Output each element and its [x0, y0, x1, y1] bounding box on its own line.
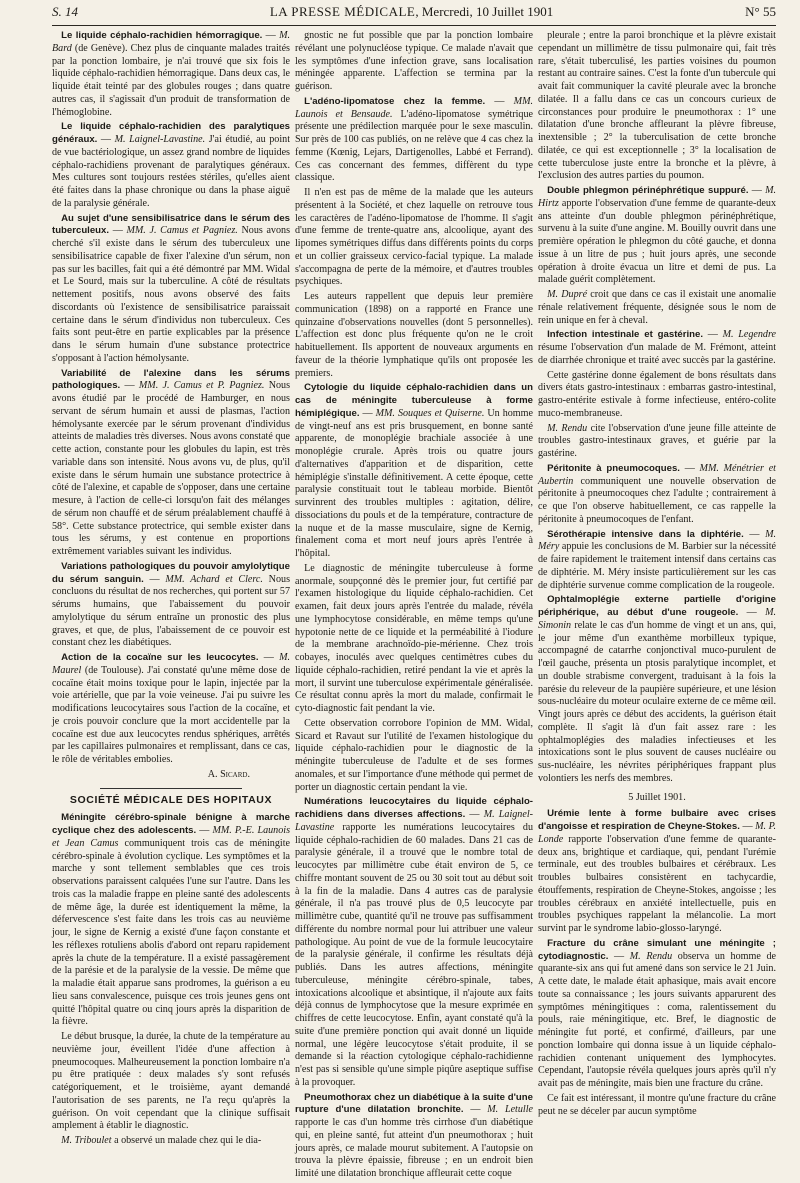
- article-heading: Ophtalmoplégie externe partielle d'origine périphérique, au début d'une rougeole.: [538, 594, 776, 618]
- article-paragraph: Pneumothorax chez un diabétique à la suite d'une rupture d'une dilatation bronchite. — M. Letulle rapporte le cas d'un homme très cirrhose d'un diabétique qui, en pleine santé, fut atteint d'un pneumothorax ; huit jours après, ce malade mourut subitement. A l'autopsie on trouva la plèvre épaissie, fibreuse ; en un endroit bien limité une dilatation bronchique affleurait cette coque: [295, 1091, 533, 1179]
- article-paragraph: Variabilité de l'alexine dans les sérums pathologiques. — MM. J. Camus et P. Pagniez. Nous avons étudié par le procédé de Hamburger, en nous servant de sérum humain et aussi de plasmas, l'action hémolysante exercée par le sérum provenant d'individus atteints de maladies très diverses. Nous avons constaté que cette action, constante pour les globules du lapin, est très variable dans son intensité. Nous avons vu, de plus, qu'il existe dans le sérum humain une substance protectrice à côté de l'alexine, et capable de s'opposer, dans une certaine mesure, à l'action de celle-ci lorsqu'on fait des mélanges de sérum non chauffé et de sérum préalablement chauffé à 58°. Cette substance protectrice, qui semble exister dans tous les sérums, y est contenue en proportions extrêmement variables suivant les individus.: [52, 367, 290, 557]
- article-paragraph: Cytologie du liquide céphalo-rachidien dans un cas de méningite tuberculeuse à forme hémiplégique. — MM. Souques et Quiserne. Un homme de vingt-neuf ans est pris brusquement, en bonne santé apparente, de monoplégie brachiale associée à une monoplégie crurale. Après trois ou quatre jours d'alternatives d'apparition et de disparition, cette hémiplégie s'installe définitivement. A cette époque, cette paralysie constituait tout le tableau morbide. Bientôt survinrent des troubles multiples : agitation, délire, dissociations du pouls et de la température, contracture de la nuque et de la masse musculaire, signe de Kernig, finalement coma et mort neuf jours après l'entrée à l'hôpital.: [295, 382, 533, 559]
- article-text: a observé un malade chez qui le dia-: [111, 1135, 262, 1146]
- article-paragraph: Infection intestinale et gastérine. — M. Legendre résume l'observation d'un malade de M. Frémont, atteint de diarrhée chronique et traité avec succès par la gastérine.: [538, 329, 776, 366]
- issue-date: Mercredi, 10 Juillet 1901: [421, 4, 554, 19]
- article-paragraph: Variations pathologiques du pouvoir amylolytique du sérum sanguin. — MM. Achard et Clerc. Nous concluons du résultat de nos recherches, qui portent sur 57 sérums humains, que l'abaissement du pouvoir amylolytique du sérum entraîne un pronostic des plus graves, et que, de plus, l'abaissement de ce pouvoir est constant chez les diabétiques.: [52, 560, 290, 649]
- col3b-articles: [538, 808, 776, 1118]
- article-paragraph: Péritonite à pneumocoques. — MM. Ménétrier et Aubertin communiquent une nouvelle observation de péritonite à pneumocoques chez l'adulte ; contrairement à ce que l'on observe habituellement, ce cas rappelle la péritonite à pneumocoques de l'enfant.: [538, 462, 776, 525]
- journal-title: LA PRESSE MÉDICALE: [269, 4, 416, 19]
- article-text: communiquent une nouvelle observation de péritonite à pneumocoques chez l'adulte ; contrairement à ce que l'on observe habituellement, ce cas rappelle la péritonite à pneumocoques de l'enfant.: [538, 475, 776, 525]
- section-rule: [100, 788, 243, 789]
- article-paragraph: [52, 1031, 290, 1133]
- article-paragraph: Double phlegmon périnéphrétique suppuré. — M. Hirtz apporte l'observation d'une femme de quarante-deux ans atteinte d'un double phlegmon périnéphrétique, survenu à la suite d'une angine. M. Bouilly ouvrit dans une première opération le phlegmon du côté gauche, et donna issue à un litre de pus ; huit jours après, une seconde opération à droite évacua un litre et demi de pus. La malade guérit complètement.: [538, 185, 776, 286]
- article-text: Ce fait est intéressant, il montre qu'une fracture du crâne peut ne se déceler par aucun symptôme: [538, 1092, 776, 1117]
- article-paragraph: [538, 1093, 776, 1119]
- article-text: J'ai étudié, au point de vue bactériologique, un assez grand nombre de liquides céphalo-rachidiens provenant de paralytiques généraux. Mes cultures sont toujours restées stériles, qu'elles aient été faites dans la phase chronique ou dans la phase aiguë de la paralysie générale.: [52, 134, 291, 209]
- journal-title-line: LA PRESSE MÉDICALE, Mercredi, 10 Juillet 1901: [269, 4, 554, 19]
- article-heading: Pneumothorax chez un diabétique à la suite d'une rupture d'une dilatation bronchite.: [295, 1091, 533, 1116]
- article-author: M. Rendu: [547, 422, 588, 434]
- article-paragraph: Méningite cérébro-spinale bénigne à marche cyclique chez des adolescents. — MM. P.-E. Launois et Jean Camus communiquent trois cas de méningite cérébro-spinale à évolution cyclique. Les symptômes et la marche y sont tellement semblables que ces trois observations paraissent calquées l'une sur l'autre. Dans les trois cas la maladie frappe en pleine santé des adolescents de même âge, la durée est identiquement la même, la défervescence s'est faite dans les trois cas au neuvième jour, le signe de Kernig a existé d'une façon constante et les réflexes rotuliens abolis d'abord ont reparu rapidement après la chute de la température. Il a existé passagèrement de la parésie et de la paralysie de la vessie. De même que la maladie était apparue sans prodromes, la guérison a eu lieu sans convalescence, puisque ces trois jeunes gens ont quitté l'hôpital quatre ou cinq jours après la disparition de la fièvre.: [52, 812, 291, 1028]
- article-text: L'adéno-lipomatose symétrique présente une prédilection marquée pour le sexe masculin. Sur près de 100 cas publiés, on ne relève que 4 cas chez la femme (Kœnig, Lejars, Dartigenolles, Labbé et Ferrand). Ces cas concernant des femmes, diffèrent du type classique.: [295, 108, 533, 184]
- header-rule: [52, 25, 776, 26]
- article-text: relate le cas d'un homme de vingt et un ans, qui, le jour même d'un exanthème morbilleux typique, accompagné de catarrhe conjonctival muco-purulent de l'œil gauche, présenta un ptosis paralytique incomplet, et un double strabisme convergent, traduisant à la fois la parésie du releveur de la paupière supérieure, et une lésion sous-nucléaire du moteur oculaire externe de ce même œil. Vingt jours après ce début des accidents, la guérison était complète. Il s'agit là d'un fait assez rare : les ophtalmoplégies des maladies infectieuses et les intoxications sont le plus souvent de causes nucléaire ou sus-nucléaire, les névrites périphériques frappant plus volontiers les nerfs des membres.: [538, 619, 776, 784]
- article-author: M. P. Londe: [538, 821, 776, 845]
- article-heading: Double phlegmon périnéphrétique suppuré.: [547, 185, 749, 196]
- article-text: (de Toulouse). J'ai constaté qu'une même dose de cocaïne était moins toxique pour le lapin, injectée par la voie artérielle, que par la voie veineuse. J'ai pu suivre les modifications leucocytaires sous l'action de la cocaïne, et je crois pouvoir conclure que la mort accidentelle par la cocaïne est due aux leucocytes rendus sphériques, arrêtés par les capillaires pulmonaires et remplissant, dans ce cas, le rôle de véritables embolies.: [52, 664, 290, 765]
- article-text: communiquent trois cas de méningite cérébro-spinale à évolution cyclique. Les symptômes et la marche y sont tellement semblables que ces trois observations paraissent calquées l'une sur l'autre. Dans les trois cas la maladie frappe en pleine santé des adolescents de même âge, la durée est identiquement la même, la défervescence s'est faite dans les trois cas au neuvième jour, le signe de Kernig a existé d'une façon constante et les réflexes rotuliens abolis d'abord ont reparu rapidement après la chute de la température. Il a existé passagèrement de la parésie et de la paralysie de la vessie. De même que la maladie était apparue sans prodromes, la guérison a eu lieu sans convalescence, puisque ces trois jeunes gens ont quitté l'hôpital quatre ou cinq jours après la disparition de la fièvre.: [52, 837, 290, 1028]
- article-paragraph: Action de la cocaïne sur les leucocytes. — M. Maurel (de Toulouse). J'ai constaté qu'une même dose de cocaïne était moins toxique pour le lapin, injectée par la voie artérielle, que par la voie veineuse. J'ai pu suivre les modifications leucocytaires sous l'action de la cocaïne, et je crois pouvoir conclure que la mort accidentelle par la cocaïne est due aux leucocytes rendus sphériques, arrêtés par les capillaires pulmonaires et remplissant, dans ce cas, le rôle de véritables embolies.: [52, 652, 290, 765]
- article-paragraph: Urémie lente à forme bulbaire avec crises d'angoisse et respiration de Cheyne-Stokes. — M. P. Londe rapporte l'observation d'une femme de quarante-deux ans, brightique et cardiaque, qui, pendant l'urémie terminale, eut des troubles bulbaires et cérébraux. Les troubles bulbaires consistèrent en tachycardie, étouffements, respiration de Cheyne-Stokes, angoisse ; les troubles cérébraux en anxiété intellectuelle, puis en troubles psychiques rappelant la mélancolie. La mort survint par le syndrome labio-glosso-laryngé.: [538, 808, 776, 934]
- article-author: MM. J. Camus et P. Pagniez.: [138, 380, 265, 392]
- article-text: Nous avons cherché s'il existe dans le sérum des tuberculeux une sensibilisatrice capable de fixer l'alexine d'un sérum, non pas sur les bacilles, fait qui a été démontré par MM. Widal et Le Sourd, mais sur la tuberculine. A côté de résultats nettement positifs, nous avons observé des faits discordants où l'existence de sensibilisatrice paraissait certaine dans le sérum d'individus non tuberculeux. Ces faits sont peut-être en partie explicables par la présence dans le sérum humain d'une substance protectrice s'opposant à l'action hémolysante.: [52, 225, 291, 364]
- article-author: M. Laignel-Lavastine: [295, 809, 533, 833]
- article-paragraph: Le liquide céphalo-rachidien hémorragique. — M. Bard (de Genève). Chez plus de cinquante malades traités par la ponction lombaire, je n'ai trouvé que six fois le liquide céphalo-rachidien hémorragique. Dans deux cas, le liquide était teinté par des globules rouges ; dans quatre autres cas, il s'agissait d'un produit de transformation de l'hémoglobine.: [52, 30, 291, 118]
- article-text: appuie les conclusions de M. Barbier sur la nécessité de faire rapidement le traitement intensif dans certains cas de diphtérie. M. Méry insiste particulièrement sur les cas de diphtérie survenue comme complication de la rougeole.: [538, 541, 776, 591]
- article-author: M. Bard: [52, 30, 291, 54]
- article-text: Le début brusque, la durée, la chute de la température au neuvième jour, éveillent l'idée d'une affection à pneumocoques. Malheureusement la ponction lombaire n'a pu être pratiquée : deux malades s'y sont refusés catégoriquement, et le troisième, ayant demandé l'autorisation de ses parents, ne l'a reçu qu'après la guérison. On voit cependant que la clinique suffisait amplement à établir le diagnostic.: [52, 1031, 290, 1132]
- column-3: [538, 30, 776, 1183]
- article-paragraph: L'adéno-lipomatose chez la femme. — MM. Launois et Bensaude. L'adéno-lipomatose symétrique présente une prédilection marquée pour le sexe masculin. Sur près de 100 cas publiés, on ne relève que 4 cas chez la femme (Kœnig, Lejars, Dartigenolles, Labbé et Ferrand). Ces cas concernant des femmes, diffèrent du type classique.: [295, 95, 533, 184]
- article-paragraph: Numérations leucocytaires du liquide céphalo-rachidiens dans diverses affections. — M. Laignel-Lavastine rapporte les numérations leucocytaires du liquide céphalo-rachidien de 60 malades. Dans 21 cas de paralysie générale, il a trouvé que le nombre total de leucocytes par millimètre cube était environ de 5, ce chiffre montant souvent de 25 ou 30 soit tout au début soit à la fin de la maladie. Dans 4 autres cas de paralysie générale, il n'a pas trouvé plus de 0,5 leucocyte par millimètre cube, quantité qu'il ne trouve pas suffisamment différente du nombre normal pour lui attribuer une valeur pathologique. Au point de vue de la formule leucocytaire de la paralysie générale, il confirme les résultats déjà publiés. Dans les autres affections, méningite tuberculeuse, méningite cérébro-spinale, tabes, intoxications alcoolique et absintique, il n'ajoute aux faits déjà connus de lymphocytose que la mesure exprimée en chiffres de cette leucocytose. Enfin, ayant constaté qu'à la suite d'une première ponction qui avait donné un liquide normal, une légère leucocytose s'était produite, il se demande si la réaction cytologique céphalo-rachidienne n'est pas si sensible qu'une simple piqûre aseptique suffise à la provoquer.: [295, 796, 533, 1088]
- article-heading: Infection intestinale et gastérine.: [547, 329, 703, 341]
- article-text: Le diagnostic de méningite tuberculeuse à forme anormale, soupçonné dès le premier jour, fut certifié par l'examen histologique du liquide céphalo-rachidien. Cet examen, fait deux jours après l'entrée du malade, révéla une lymphocytose considérable, en même temps qu'une hypotonie nette de ce liquide et la perméabilité à l'iodure de la membrane arachnoïdo-pie-mérienne. Chez trois cobayes, inoculés avec quelques centimètres cubes du liquide céphalo-rachidien, retiré pendant la vie et après la mort, il survint une tuberculose expérimentale généralisée. Ce résultat connu après la mort du malade, confirmait le cyto-diagnostic fait pendant la vie.: [295, 562, 533, 714]
- article-text: pleurale ; entre la paroi bronchique et la plèvre existait cependant un millimètre de tissu pulmonaire qui, fait très rare, s'était tuberculisé, les parties voisines du poumon restant au contraire saines. C'est la fonte d'un tubercule qui avait fait communiquer la cavité pleurale avec la bronche dilatée. Il a fallu dans ce cas un concours curieux de circonstances pour produire le pneumothorax : 1° une dilatation d'une bronche affleurant la plèvre fibreuse, inextensible ; 2° la tuberculisation de cette bronche dilatée, ce qui est exceptionnelle ; 3° la localisation de cette tuberculose juste entre la bronche et la plèvre, à l'exclusion des autres parties du poumon.: [538, 30, 776, 182]
- article-paragraph: Sérothérapie intensive dans la diphtérie. — M. Méry appuie les conclusions de M. Barbier sur la nécessité de faire rapidement le traitement intensif dans certains cas de diphtérie. M. Méry insiste particulièrement sur les cas de diphtérie survenue comme complication de la rougeole.: [538, 528, 776, 591]
- article-text: résume l'observation d'un malade de M. Frémont, atteint de diarrhée chronique et traité avec succès par la gastérine.: [538, 342, 776, 366]
- article-heading: Variabilité de l'alexine dans les sérums pathologiques.: [52, 367, 290, 392]
- article-text: Cette gastérine donne également de bons résultats dans divers états gastro-intestinaux : embarras gastro-intestinal, gastro-entérite estivale à forme infectieuse, entéro-colite muco-membraneuse.: [538, 369, 776, 419]
- article-heading: Cytologie du liquide céphalo-rachidien dans un cas de méningite tuberculeuse à forme hémiplégique.: [295, 382, 533, 419]
- article-text: (de Genève). Chez plus de cinquante malades traités par la ponction lombaire, je n'ai trouvé que six fois le liquide céphalo-rachidien hémorragique. Dans deux cas, le liquide était teinté par des globules rouges ; dans quatre autres cas, il s'agissait d'un produit de transformation de l'hémoglobine.: [52, 42, 290, 118]
- article-text: cite l'observation d'une jeune fille atteinte de troubles gastro-intestinaux graves, et guérie par la gastérine.: [538, 422, 776, 459]
- article-author: MM. Ménétrier et Aubertin: [538, 462, 776, 487]
- article-author: MM. Launois et Bensaude.: [295, 95, 533, 120]
- article-paragraph: [52, 1135, 290, 1148]
- article-text: rapporte le cas d'un homme très cirrhose d'un diabétique qui, en pleine santé, fut atteint d'un pneumothorax ; huit jours après, ce malade mourut subitement. A l'autopsie on trouva la plèvre épaissie, fibreuse ; en un endroit bien limité une dilatation bronchique affleurait cette coque: [295, 1117, 533, 1179]
- article-paragraph: [295, 718, 533, 795]
- article-text: apporte l'observation d'une femme de quarante-deux ans atteinte d'un double phlegmon périnéphrétique, survenu à la suite d'une angine. M. Bouilly ouvrit dans une première opération le phlegmon du côté gauche, et donna issue à un litre de pus ; huit jours après, une seconde opération à droite évacua un litre et demi de pus. La malade guérit complètement.: [538, 197, 776, 286]
- col2-articles: [295, 30, 533, 1181]
- article-heading: Le liquide céphalo-rachidien des paralytiques généraux.: [52, 121, 290, 145]
- col1b-articles: [52, 812, 290, 1148]
- article-author: M. Triboulet: [61, 1135, 112, 1146]
- article-paragraph: [538, 289, 776, 327]
- article-paragraph: Le liquide céphalo-rachidien des paralytiques généraux. — M. Laignel-Lavastine. J'ai étudié, au point de vue bactériologique, un assez grand nombre de liquides céphalo-rachidiens provenant de paralytiques généraux. Mes cultures sont toujours restées stériles, qu'elles aient été faites dans la phase chronique ou dans la phase aiguë de la paralysie générale.: [52, 121, 291, 209]
- article-author: MM. Achard et Clerc.: [165, 573, 263, 585]
- article-heading: Numérations leucocytaires du liquide céphalo-rachidiens dans diverses affections.: [295, 796, 533, 820]
- article-heading: Le liquide céphalo-rachidien hémorragique.: [61, 30, 263, 41]
- article-text: observa un homme de quarante-six ans qui fut amené dans son service le 21 Juin. A cette date, le malade était aphasique, mais avait encore toute sa connaissance ; les jours suivants apparurent des symptômes méningitiques : coma, ralentissement du pouls, raie méningitique, etc. Bref, le diagnostic de méningite fut porté, et confirmé, d'ailleurs, par une ponction lombaire qui donna issue à un liquide céphalo-rachidien contenant uniquement des lymphocytes. Cependant, l'autopsie révéla quelques jours après qu'il n'y avait pas de méningite, mais bien une fracture du crâne.: [538, 950, 777, 1089]
- article-text: Un homme de vingt-neuf ans est pris brusquement, en bonne santé apparente, de monoplégie brachiale associée à une monoplégie crurale. Après trois ou quatre jours d'alternatives d'apparition et de disparition, cette hémiplégie s'installe définitivement. A cette époque, cette paralysie constituait tout le tableau morbide. Bientôt survinrent des troubles multiples : agitation, délire, dissociations du pouls et de la température, contracture de la nuque et de la masse musculaire, signe de Kernig, finalement coma et mort neuf jours après l'entrée à l'hôpital.: [295, 407, 533, 559]
- article-text: Nous avons étudié par le procédé de Hamburger, en nous servant de sérum humain et aussi de plasmas, l'action hémolysante exercée par le sérum provenant d'individus atteints de maladies très diverses. Nous avons constaté que cette action, constante pour les globules du lapin, est très variable dans son intensité. Nous avons vu, de plus, qu'il existe dans le sérum humain une substance protectrice à côté de l'alexine, et capable de s'opposer, dans une certaine mesure, à l'action de celle-ci lorsqu'on fait des mélanges de sérum non chauffé et de sérum préalablement chauffé à 58°. Cette substance protectrice, qui semble exister dans tous les sérums, y est contenue en proportions extrêmement variables suivant les individus.: [52, 380, 290, 557]
- article-heading: Fracture du crâne simulant une méningite ; cytodiagnostic.: [538, 937, 776, 962]
- article-text: Cette observation corrobore l'opinion de MM. Widal, Sicard et Ravaut sur l'utilité de l'examen histologique du liquide céphalo-rachidien pour le diagnostic de la méningite tuberculeuse de l'adulte et de ses formes anomales, et sur l'importance d'une méthode qui permet de porter un diagnostic certain pendant la vie.: [295, 717, 533, 793]
- article-author: M. Laignel-Lavastine.: [114, 134, 206, 145]
- article-paragraph: [538, 370, 776, 421]
- article-text: Nous concluons du résultat de nos recherches, qui portent sur 57 sérums humains, que l'abaissement du pouvoir amylolytique du sérum entraîne un pronostic des plus graves, et que, de plus, l'abaissement de ce pouvoir est constant chez les diabétiques.: [52, 573, 290, 649]
- article-paragraph: [295, 563, 533, 716]
- col1-articles: [52, 30, 290, 767]
- article-author: M. Letulle: [487, 1104, 533, 1116]
- article-author: M. Maurel: [52, 652, 290, 676]
- article-heading: Méningite cérébro-spinale bénigne à marche cyclique chez des adolescents.: [52, 812, 290, 836]
- article-columns: [52, 30, 777, 1179]
- article-heading: Action de la cocaïne sur les leucocytes.: [61, 652, 259, 663]
- article-heading: Variations pathologiques du pouvoir amylolytique du sérum sanguin.: [52, 560, 290, 585]
- article-author: M. Legendre: [722, 329, 776, 341]
- article-text: rapporte l'observation d'une femme de quarante-deux ans, brightique et cardiaque, qui, pendant l'urémie terminale, eut des troubles bulbaires et cérébraux. Les troubles bulbaires consistèrent en tachycardie, étouffements, respiration de Cheyne-Stokes, angoisse ; les troubles cérébraux en anxiété intellectuelle, puis en troubles psychiques rappelant la mélancolie. La mort survint par le syndrome labio-glosso-laryngé.: [538, 833, 776, 934]
- article-author: M. Méry: [538, 528, 776, 553]
- article-author: M. Dupré: [547, 289, 588, 300]
- article-heading: Sérothérapie intensive dans la diphtérie.: [547, 528, 744, 540]
- column-1: [52, 30, 290, 1183]
- session-date: 5 Juillet 1901.: [628, 791, 686, 803]
- article-author: M. Rendu: [629, 950, 673, 962]
- article-paragraph: [295, 187, 533, 289]
- article-paragraph: [538, 423, 776, 461]
- article-author: M. Hirtz: [538, 185, 776, 209]
- column-2: [295, 30, 533, 1183]
- article-author: M. Simonin: [538, 607, 776, 631]
- article-paragraph: Ophtalmoplégie externe partielle d'origine périphérique, au début d'une rougeole. — M. Simonin relate le cas d'un homme de vingt et un ans, qui, le jour même d'un exanthème morbilleux typique, accompagné de catarrhe conjonctival muco-purulent de l'œil gauche, présenta un ptosis paralytique incomplet, et un double strabisme convergent, traduisant à la fois la parésie du releveur de la paupière supérieure, et une lésion sous-nucléaire du moteur oculaire externe de ce même œil. Vingt jours après ce début des accidents, la guérison était complète. Il s'agit là d'un fait assez rare : les ophtalmoplégies des maladies infectieuses et les intoxications sont le plus souvent de causes nucléaire ou sus-nucléaire, les névrites périphériques frappant plus volontiers les nerfs des membres.: [538, 594, 776, 784]
- article-author: MM. J. Camus et Pagniez.: [126, 225, 238, 237]
- section-title: SOCIÉTÉ MÉDICALE DES HOPITAUX: [69, 793, 273, 806]
- article-heading: Péritonite à pneumocoques.: [547, 462, 680, 474]
- signature: A. Sicard.: [207, 768, 250, 780]
- article-heading: Urémie lente à forme bulbaire avec crises d'angoisse et respiration de Cheyne-Stokes.: [538, 808, 776, 832]
- article-text: gnostic ne fut possible que par la ponction lombaire révélant une polynucléose typique. Ce malade n'avait que les symptômes d'une infection grave, sans localisation méningée apparente. L'affection se termina par la guérison.: [295, 30, 533, 92]
- article-paragraph: Fracture du crâne simulant une méningite ; cytodiagnostic. — M. Rendu observa un homme de quarante-six ans qui fut amené dans son service le 21 Juin. A cette date, le malade était aphasique, mais avait encore toute sa connaissance ; les jours suivants apparurent des symptômes méningitiques : coma, ralentissement du pouls, raie méningitique, etc. Bref, le diagnostic de méningite fut porté, et confirmé, d'ailleurs, par une ponction lombaire qui donna issue à un liquide céphalo-rachidien contenant uniquement des lymphocytes. Cependant, l'autopsie révéla quelques jours après qu'il n'y avait pas de méningite, mais bien une fracture du crâne.: [538, 937, 777, 1089]
- article-text: croit que dans ce cas il existait une anomalie rénale relativement fréquente, désignée sous le nom de rein unique en fer à cheval.: [538, 289, 776, 326]
- issue-number: N° 55: [745, 4, 776, 19]
- col3-articles: [538, 30, 776, 786]
- article-paragraph: [538, 30, 776, 183]
- page-number-left: S. 14: [52, 4, 78, 19]
- article-text: Il n'en est pas de même de la malade que les auteurs présentent à la Société, et chez laquelle on retrouve tous les caractères de l'adéno-lipomatose de l'homme. Il s'agit d'une femme de trente-quatre ans, alcoolique, ayant des lipomes symétriques diffus dans différents points du corps et un collier graisseux cervico-facial typique. La malade s'accompagna de perte de la mémoire, et d'autres troubles psychiques.: [295, 187, 533, 288]
- article-text: rapporte les numérations leucocytaires du liquide céphalo-rachidien de 60 malades. Dans 21 cas de paralysie générale, il a trouvé que le nombre total de leucocytes par millimètre cube était environ de 5, ce chiffre montant souvent de 25 ou 30 soit tout au début soit à la fin de la maladie. Dans 4 autres cas de paralysie générale, il n'a pas trouvé plus de 0,5 leucocyte par millimètre cube, quantité qu'il ne trouve pas suffisamment différente du nombre normal pour lui attribuer une valeur pathologique. Au point de vue de la formule leucocytaire de la paralysie générale, il confirme les résultats déjà publiés. Dans les autres affections, méningite tuberculeuse, méningite cérébro-spinale, tabes, intoxications alcoolique et absintique, il n'ajoute aux faits déjà connus de lymphocytose que la mesure exprimée en chiffres de cette leucocytose. Enfin, ayant constaté qu'à la suite d'une première ponction qui avait donné un liquide normal, une légère leucocytose s'était produite, il se demande si la réaction cytologique céphalo-rachidienne n'est pas si sensible qu'une simple piqûre aseptique suffise à la provoquer.: [295, 821, 533, 1088]
- article-paragraph: [295, 291, 533, 380]
- article-paragraph: Au sujet d'une sensibilisatrice dans le sérum des tuberculeux. — MM. J. Camus et Pagniez. Nous avons cherché s'il existe dans le sérum des tuberculeux une sensibilisatrice capable de fixer l'alexine d'un sérum, non pas sur les bacilles, fait qui a été démontré par MM. Widal et Le Sourd, mais sur la tuberculine. A côté de résultats nettement positifs, nous avons observé des faits discordants où l'existence de sensibilisatrice paraissait certaine dans le sérum d'individus non tuberculeux. Ces faits sont peut-être en partie explicables par la présence dans le sérum humain d'une substance protectrice s'opposant à l'action hémolysante.: [52, 212, 291, 364]
- article-author: MM. Souques et Quiserne.: [375, 407, 485, 419]
- page-header: [52, 4, 776, 22]
- article-heading: L'adéno-lipomatose chez la femme.: [304, 95, 486, 107]
- article-paragraph: [295, 30, 533, 94]
- article-author: MM. P.-E. Launois et Jean Camus: [52, 825, 291, 849]
- article-text: Les auteurs rappellent que depuis leur première communication (1898) on a rapporté en France une quinzaine d'observations nouvelles (dont 5 personnelles). L'affection est donc plus fréquente qu'on ne le croit habituellement. Ils apportent de nouveaux arguments en faveur de la théorie lymphatique qu'ils ont proposée les premiers.: [295, 291, 533, 379]
- article-heading: Au sujet d'une sensibilisatrice dans le sérum des tuberculeux.: [52, 212, 290, 237]
